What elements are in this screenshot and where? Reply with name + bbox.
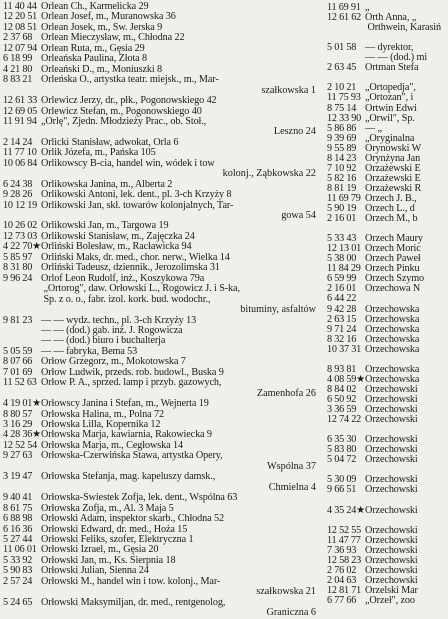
phone-number: 6 24 38: [3, 178, 33, 190]
entry-text: Orłow P. A., sprzed. lamp i przyb. gazowych,: [41, 377, 222, 389]
entry-text: Orzech Pinku: [365, 263, 420, 275]
entry-text: Orlikowski Jan, m., Targowa 19: [41, 220, 169, 232]
phone-number: 11 84 29: [327, 263, 361, 275]
entry-text: Orzechowski: [365, 534, 418, 546]
phone-number: 12 58 23: [327, 554, 362, 566]
entry-text: — — (dod.) mi: [365, 52, 428, 64]
entry-text: Orłowski Feliks, szofer, Elektryczna 1: [41, 533, 194, 545]
entry-text: Orłow Grzegorz, m., Mokotowska 7: [41, 356, 186, 368]
phone-number: 4 28 36★: [3, 429, 42, 441]
phone-number: 12 13 01: [327, 243, 362, 255]
entry-text: Orlean Mieczysław, m., Chłodna 22: [41, 32, 185, 44]
entry-continuation: Graniczna 6: [266, 607, 316, 619]
entry-text: Ortwin Edwi: [365, 102, 417, 114]
entry-text: Orlikowski Antoni, lek. dent., pl. 3-ch Krzyży 8: [41, 189, 232, 201]
phone-number: 6 59 99: [327, 273, 357, 285]
entry-text: Orzechowski: [365, 474, 418, 486]
phone-number: 5 01 58: [327, 42, 357, 54]
phone-number: 8 93 81: [327, 363, 357, 375]
entry-text: Orynowski W: [365, 142, 422, 154]
phone-number: 9 81 23: [3, 314, 33, 326]
entry-text: Orłowski Maksymiljan, dr. med., rentgenolog,: [41, 596, 226, 608]
entry-text: Orłowski Izrael, m., Gęsia 20: [41, 544, 159, 556]
directory-entry: [0, 607, 318, 619]
entry-continuation: Wspólna 37: [267, 460, 316, 472]
phone-number: 8 84 02: [327, 383, 357, 395]
phone-number: 12 61 62: [327, 12, 362, 24]
entry-text: Orzażewski E: [365, 172, 421, 184]
entry-text: Orzechowski: [365, 404, 418, 415]
entry-text: Orynżyna Jan: [365, 152, 421, 164]
phone-number: 4 19 01★: [3, 398, 42, 410]
entry-continuation: szałkowska 21: [256, 586, 316, 598]
phone-number: 5 33 92: [3, 554, 33, 566]
entry-text: Orlikowski Jan, skł. towarów kolonjalnych, Tar-: [41, 199, 234, 211]
phone-number: 12 73 03: [3, 230, 38, 242]
phone-number: 2 63 15: [327, 313, 357, 325]
phone-number: 2 37 68: [3, 32, 33, 44]
entry-text: Orłowska Marja, m., Cegłowska 14: [41, 439, 183, 451]
phone-number: 12 52 54: [3, 439, 38, 451]
entry-text: — „: [365, 122, 382, 134]
entry-text: „Orlę", Zjedn. Młodzieży Prac., ob. Stoł.,: [41, 115, 207, 127]
phone-number: 4 08 59★: [327, 373, 366, 385]
phone-number: 9 66 51: [327, 484, 357, 496]
entry-text: Orzechowska: [365, 363, 420, 375]
phone-number: 3 36 59: [327, 404, 357, 415]
entry-text: Orleańska Paulina, Złota 8: [41, 53, 148, 65]
phone-number: 8 31 80: [3, 262, 33, 274]
phone-number: 8 80 57: [3, 408, 33, 420]
phone-number: 8 07 66: [3, 356, 33, 368]
entry-text: „Oryginalna: [365, 132, 415, 144]
entry-text: „Ortopedja",: [365, 82, 416, 94]
phone-number: 11 77 10: [3, 147, 37, 159]
phone-number: 9 27 63: [3, 450, 33, 462]
entry-text: Orzechowski: [365, 554, 418, 566]
entry-continuation: kolonj., Ząbkowska 22: [222, 168, 316, 180]
phone-number: 9 28 26: [3, 189, 33, 201]
entry-text: Orlean Ruta, m., Gęsia 29: [41, 42, 145, 54]
entry-continuation: Chmielna 4: [268, 481, 316, 493]
entry-text: Orłowska Marja, kawiarnia, Rakowiecka 9: [41, 429, 212, 441]
phone-number: 8 83 21: [3, 74, 33, 86]
entry-text: Orłowska Zofja, m., Al. 3 Maja 5: [41, 502, 174, 514]
phone-number: 3 16 29: [3, 419, 33, 430]
phone-number: 5 04 72: [327, 454, 357, 466]
phone-number: 12 52 55: [327, 524, 362, 536]
phone-number: 7 36 93: [327, 544, 357, 556]
phone-number: 2 10 21: [327, 82, 357, 94]
entry-continuation: bituminy, asfaltów: [240, 304, 316, 316]
phone-number: 11 06 01: [3, 544, 37, 556]
entry-text: „Ortorog", daw. Orłowski L., Rogowicz J. i S-ka,: [41, 283, 240, 295]
entry-text: Orzechowski: [365, 504, 418, 516]
phone-number: 11 47 77: [327, 534, 361, 546]
entry-text: Orlikowscy B-cia, handel win, wódek i tow: [41, 157, 215, 169]
phone-number: 9 96 24: [3, 272, 33, 284]
phone-number: 5 38 00: [327, 253, 357, 265]
entry-text: Orłowski M., handel win i tow. kolonj., Mar-: [41, 575, 221, 587]
phone-number: 12 81 71: [327, 584, 362, 596]
entry-text: Orlean Josek, m., Sw. Jerska 9: [41, 21, 163, 33]
entry-text: Orłowscy Janina i Stefan, m., Wejnerta 19: [41, 398, 209, 410]
phone-number: 7 01 69: [3, 366, 33, 378]
entry-continuation: gowa 54: [281, 210, 316, 221]
phone-number: 5 85 97: [3, 251, 33, 263]
phone-number: 2 04 63: [327, 574, 357, 586]
directory-entry: [324, 595, 448, 607]
phone-number: 5 86 86: [327, 122, 357, 134]
entry-text: Orlikowska Janina, m., Alberta 2: [41, 178, 173, 190]
phone-number: 3 19 47: [3, 471, 33, 483]
entry-text: Orliński Maks, dr. med., chor. nerw., Wielka 14: [41, 251, 230, 263]
phone-number: 6 77 66: [327, 594, 357, 606]
phone-number: 5 24 65: [3, 596, 33, 608]
phone-number: 9 42 28: [327, 303, 357, 315]
entry-text: Orlof Leon Rudolf, inż., Koszykowa 79a: [41, 272, 205, 284]
phone-number: 11 69 79: [327, 192, 361, 204]
phone-number: 9 39 69: [327, 132, 357, 144]
entry-text: Orleański D., m., Moniuszki 8: [41, 63, 163, 75]
entry-text: Orłowski Jan, m., Ks. Sierpnia 18: [41, 554, 176, 566]
phone-number: 12 07 94: [3, 42, 38, 54]
entry-text: Orzech Szymo: [365, 273, 425, 285]
phone-number: 6 35 30: [327, 434, 357, 446]
entry-text: Orzech J. B.,: [365, 192, 417, 204]
phone-number: 11 52 63: [3, 377, 37, 389]
phone-number: 6 16 36: [3, 523, 33, 535]
entry-text: — dyrektor,: [365, 42, 414, 54]
phone-number: 5 30 09: [327, 474, 357, 486]
phone-number: 8 81 19: [327, 182, 357, 194]
phone-number: 2 16 01: [327, 213, 357, 225]
entry-text: Orzechowski: [365, 414, 418, 426]
entry-text: Orlean Ch., Karmelicka 29: [41, 1, 149, 12]
phone-number: 6 50 92: [327, 393, 357, 405]
entry-text: Orzechowski: [365, 564, 418, 576]
phone-number: 8 61 75: [3, 502, 33, 514]
entry-text: Orzechowska: [365, 343, 420, 355]
entry-text: Orzechowski: [365, 393, 418, 405]
phone-number: 5 83 80: [327, 444, 357, 456]
phone-number: 12 69 05: [3, 105, 38, 117]
entry-text: Orleńska O., artystka teatr. miejsk., m., Mar-: [41, 74, 219, 86]
phone-number: 2 63 45: [327, 62, 357, 74]
entry-text: Orliński Tadeusz, dziennik., Jerozolimska 31: [41, 262, 220, 274]
entry-text: Orłowska-Czerwińska Stawa, artystka Opery,: [41, 450, 223, 462]
entry-text: Orłowska-Świestek Zofja, lek. dent., Wspólna 63: [41, 492, 238, 504]
phone-number: 2 57 24: [3, 575, 33, 587]
phone-number: 7 10 92: [327, 162, 357, 174]
entry-text: Orzechowski: [365, 454, 418, 466]
phone-number: 5 90 19: [327, 203, 357, 214]
entry-text: Orlik Józefa, m., Pańska 105: [41, 147, 156, 159]
phone-number: 12 20 51: [3, 11, 38, 23]
entry-text: — — (dod.) biuro i buchalterja: [41, 335, 166, 347]
entry-text: Orzech L., d: [365, 203, 415, 214]
entry-text: Orzech Paweł: [365, 253, 421, 265]
phone-number: 4 22 70★: [3, 241, 42, 253]
phone-number: 5 90 83: [3, 565, 33, 577]
entry-text: Orth Anna, „: [365, 12, 417, 24]
entry-text: Orłowska Lilla, Kopernika 12: [41, 419, 161, 430]
phone-number: 8 75 14: [327, 102, 357, 114]
entry-text: — — (dod.) gab. inż. J. Rogowicza: [41, 324, 183, 336]
entry-text: Orlewicz Stefan, m., Pogonowskiego 40: [41, 105, 202, 117]
entry-text: Orzech Moric: [365, 243, 421, 255]
phone-number: 2 16 01: [327, 283, 357, 295]
phone-number: 10 06 84: [3, 157, 38, 169]
entry-text: Orzechowski: [365, 544, 418, 556]
directory-column-right: [324, 0, 448, 616]
entry-text: „Orzeł", zoo: [365, 594, 415, 606]
phone-number: 12 74 22: [327, 414, 362, 426]
entry-text: Ortman Stefa: [365, 62, 419, 74]
entry-text: Orzechowska: [365, 313, 420, 325]
phone-number: 8 14 23: [327, 152, 357, 164]
phone-number: 2 14 24: [3, 136, 33, 148]
phone-number: 12 08 51: [3, 21, 38, 33]
phone-number: 4 35 24★: [327, 504, 366, 516]
entry-text: Orłowski Julian, Śienna 24: [41, 565, 149, 577]
entry-text: Orzechowska: [365, 303, 420, 315]
phone-number: 5 05 59: [3, 345, 33, 357]
phone-number: 8 32 16: [327, 333, 357, 345]
entry-text: Orłow Ludwik, przeds. rob. budowl., Buska 9: [41, 366, 224, 378]
entry-text: Orzechowski: [365, 434, 418, 446]
entry-text: Orzechowski: [365, 524, 418, 536]
phone-number: 9 71 24: [327, 323, 357, 335]
phone-number: 4 21 80: [3, 63, 33, 75]
entry-text: Orłowski Edward, dr. med., Hoża 15: [41, 523, 188, 535]
phone-number: 6 18 99: [3, 53, 33, 65]
entry-text: Orlewicz Jerzy, dr., płk., Pogonowskiego 42: [41, 95, 217, 107]
phone-number: 5 27 44: [3, 533, 33, 545]
entry-text: Orzechowski: [365, 383, 418, 395]
entry-continuation: szałkowska 1: [261, 84, 316, 96]
phone-number: 6 88 98: [3, 513, 33, 525]
entry-text: Orzechowska: [365, 333, 420, 345]
phone-number: 11 40 44: [3, 1, 37, 12]
entry-text: „Ortozan", i: [365, 92, 414, 104]
phone-number: 9 55 89: [327, 142, 357, 154]
phone-number: 6 44 22: [327, 293, 357, 305]
phone-number: 9 40 41: [3, 492, 33, 504]
entry-text: Orlean Josef, m., Muranowska 36: [41, 11, 176, 23]
entry-text: — — fabryka, Bema 53: [41, 345, 138, 357]
entry-text: Orłowska Stefanja, mag. kapeluszy damsk.,: [41, 471, 216, 483]
entry-text: „: [365, 2, 370, 13]
entry-text: „Orwil", Sp.: [365, 112, 415, 124]
entry-text: Orzechowska: [365, 323, 420, 335]
entry-text: Orzech Maury: [365, 233, 423, 245]
entry-text: Orthwein, Karasiń: [365, 22, 441, 34]
entry-text: Orzelski Mar: [365, 584, 418, 596]
entry-continuation: Leszno 24: [273, 126, 316, 138]
phone-number: 12 61 33: [3, 95, 38, 107]
entry-text: Orlikowski Stanisław, m., Zajęczka 24: [41, 230, 195, 242]
entry-text: Orzechowski: [365, 574, 418, 586]
entry-text: Orłowska Halina, m., Polna 72: [41, 408, 165, 420]
phone-number: 5 33 43: [327, 233, 357, 245]
entry-text: Sp. z o. o., fabr. izol. kork. bud. wodochr.,: [41, 293, 211, 305]
phone-number: 12 33 90: [327, 112, 362, 124]
entry-text: Orzażewski R: [365, 182, 422, 194]
entry-text: Orzażewski E: [365, 162, 421, 174]
entry-text: Orliński Bolesław, m., Racławicka 94: [41, 241, 192, 253]
entry-text: Orzechowska: [365, 373, 420, 385]
entry-text: Orzechowa N: [365, 283, 421, 295]
entry-text: Orłowski Adam, inspektor skarb., Chłodna 52: [41, 513, 225, 525]
entry-text: — — wydz. techn., pl. 3-ch Krzyży 13: [41, 314, 197, 326]
phone-number: 5 82 16: [327, 172, 357, 184]
phone-number: 10 12 19: [3, 199, 38, 211]
phone-number: 10 26 02: [3, 220, 38, 232]
phone-number: 11 75 93: [327, 92, 361, 104]
phone-number: 10 37 31: [327, 343, 362, 355]
entry-text: Orzechowski: [365, 484, 418, 496]
phone-number: 11 69 91: [327, 2, 361, 13]
phone-number: 2 76 02: [327, 564, 357, 576]
entry-continuation: Zamenhofa 26: [256, 387, 316, 399]
entry-text: Orzechowski: [365, 444, 418, 456]
entry-text: Orlicki Stanisław, adwokat, Orla 6: [41, 136, 179, 148]
entry-text: Orzech M., b: [365, 213, 418, 225]
phone-number: 11 91 94: [3, 115, 37, 127]
